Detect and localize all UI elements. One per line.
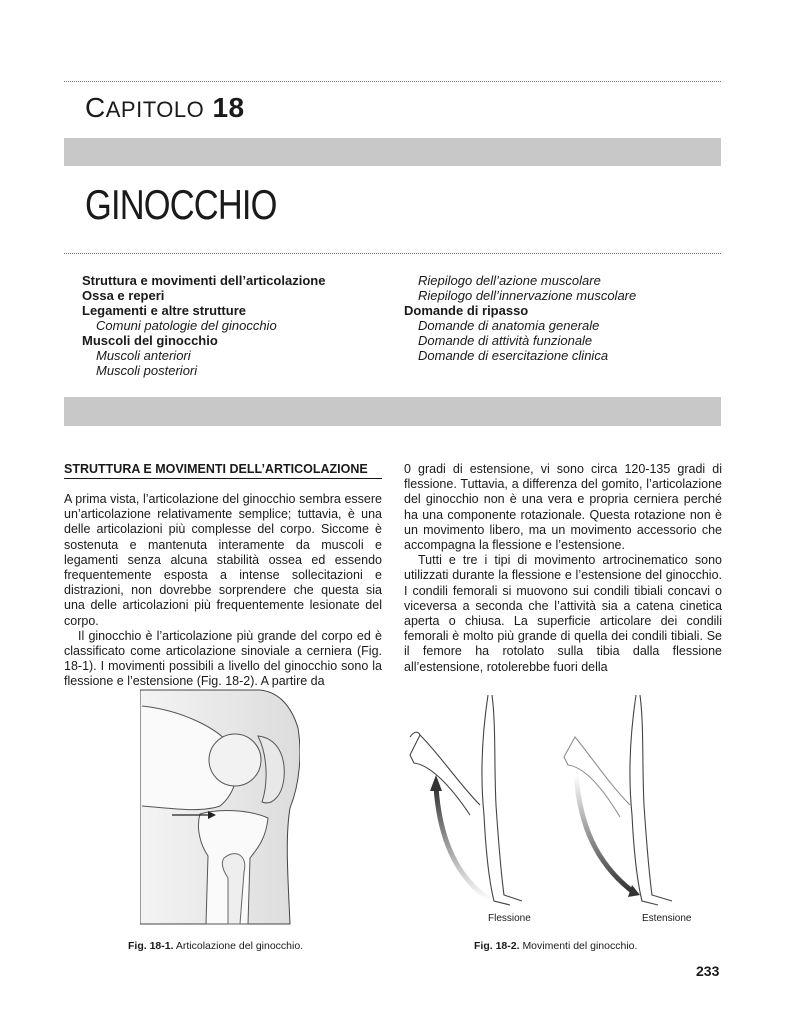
contents-subsection: Domande di attività funzionale [418,333,593,348]
page-title: GINOCCHIO [85,181,277,228]
header-band [64,138,721,166]
chapter-heading [85,92,245,124]
page-number: 233 [696,963,720,979]
figure-2-ref: Fig. 18-2. [474,940,520,952]
contents-section: Ossa e reperi [82,288,165,303]
paragraph: Il ginocchio è l’articolazione più grande del corpo ed è classificato come articolazione sinoviale a cerniera (Fig. 18-1). I movimenti possibili a livello del ginocchio sono la flessione e l’estensione (Fig. 18-2). A partire da [64,628,382,689]
contents-subsection: Muscoli anteriori [96,348,191,363]
body-right-column [404,462,722,675]
extension-label: Estensione [642,913,692,924]
contents-subsection: Domande di esercitazione clinica [418,348,609,363]
figure-2-caption-text: Movimenti del ginocchio. [522,940,638,952]
paragraph: A prima vista, l’articolazione del ginocchio sembra essere un’articolazione relativamente semplice; tuttavia, è una delle articolazioni più complesse del corpo. Siccome è sostenuta e mantenuta interamente da muscoli e legamenti senza alcuna stabilità ossea ed essendo frequentemente esposta a intense sollecitazioni e distrazioni, non dovrebbe sorprendere che questa sia una delle articolazioni più frequentemente lesionate del corpo. [64,492,382,628]
contents-subsection: Muscoli posteriori [96,363,198,378]
contents-section: Domande di ripasso [404,303,529,318]
figure-2-caption [474,940,637,952]
body-left-column [64,492,382,690]
figure-1-caption-text: Articolazione del ginocchio. [175,940,304,952]
paragraph: Tutti e tre i tipi di movimento artrocinematico sono utilizzati durante la flessione e l’estensione del ginocchio. I condili femorali si muovono sui condili tibiali concavi o viceversa a seconda che l’attività sia a catena cinetica aperta o chiusa. La superficie articolare dei condili femorali è molto più grande di quella dei condili tibiali. Se il femore ha rotolato sulla tibia dalla flessione all’estensione, rotolerebbe fuori della [404,553,722,674]
contents-subsection: Riepilogo dell’azione muscolare [418,273,601,288]
figure-1-caption [128,940,303,952]
contents-subsection: Riepilogo dell’innervazione muscolare [418,288,637,303]
contents-section: Legamenti e altre strutture [82,303,246,318]
contents-subsection: Comuni patologie del ginocchio [96,318,277,333]
contents-right-column [404,273,636,363]
paragraph: 0 gradi di estensione, vi sono circa 120-135 gradi di flessione. Tuttavia, a differenza del gomito, l’articolazione del ginocchio non è una vera e propria cerniera perché ha una componente rotazionale. Questa rotazione non è un movimento libero, ma un movimento accessorio che accompagna la flessione e l’estensione. [404,462,722,553]
figure-1-ref: Fig. 18-1. [128,940,174,952]
contents-band [64,397,721,426]
knee-joint-illustration [140,688,300,928]
title-dotted-rule [64,253,721,254]
flexion-label: Flessione [488,913,531,924]
contents-section: Struttura e movimenti dell’articolazione [82,273,326,288]
knee-movements-illustration [400,695,710,907]
contents-section: Muscoli del ginocchio [82,333,218,348]
top-dotted-rule [64,81,721,82]
flexion-figure [410,695,522,905]
chapter-number: 18 [212,92,245,123]
contents-subsection: Domande di anatomia generale [418,318,600,333]
section-heading: STRUTTURA E MOVIMENTI DELL’ARTICOLAZIONE [64,462,382,479]
chapter-cap: C [85,92,106,123]
chapter-word: APITOLO [105,97,205,122]
contents-left-column [82,273,325,378]
